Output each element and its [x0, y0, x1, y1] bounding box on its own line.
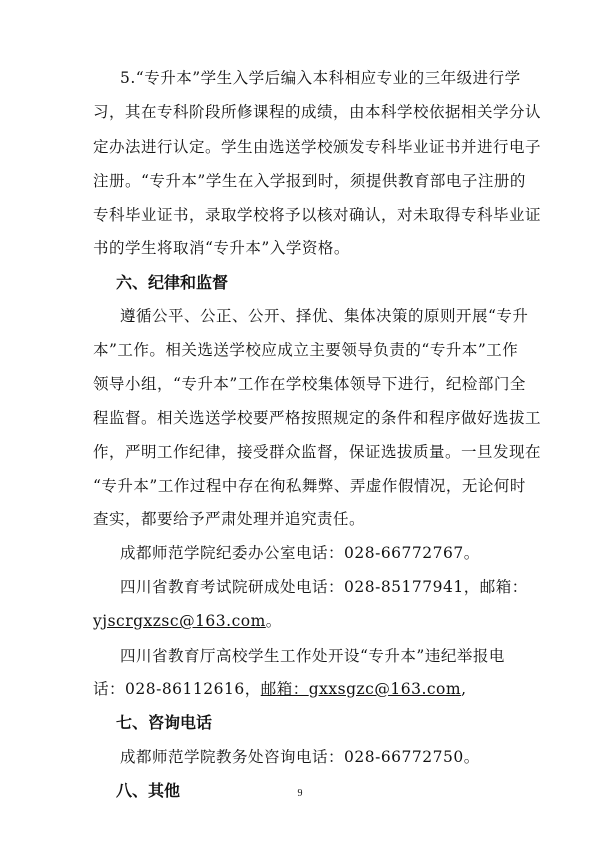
page-number: 9	[297, 788, 303, 799]
paragraph-5-line-5: 专科毕业证书，录取学校将予以核对确认，对未取得专科毕业证	[93, 205, 542, 224]
education-department-email-end: ,	[461, 679, 467, 698]
paragraph-5-line-1: 5.“专升本”学生入学后编入本科相应专业的三年级进行学	[120, 68, 521, 87]
section-6-line-4: 程监督。相关选送学校要严格按照规定的条件和程序做好选拔工	[93, 408, 542, 427]
section-6-line-3: 领导小组，“专升本”工作在学校集体领导下进行，纪检部门全	[93, 375, 526, 394]
section-8-heading: 八、其他	[116, 781, 181, 801]
consult-phone-line: 成都师范学院教务处咨询电话：028-66772750。	[120, 748, 480, 767]
education-department-phone: 话：028-86112616，	[93, 679, 261, 698]
contact-exam-institute-email-line	[93, 611, 513, 631]
paragraph-5-line-3: 定办法进行认定。学生由选送学校颁发专科毕业证书并进行电子	[93, 138, 542, 157]
section-6-line-1: 遵循公平、公正、公开、择优、集体决策的原则开展“专升	[120, 307, 529, 326]
section-6-line-7: 查实，都要给予严肃处理并追究责任。	[93, 510, 366, 529]
section-7-heading: 七、咨询电话	[116, 713, 213, 733]
section-6-heading: 六、纪律和监督	[116, 272, 229, 292]
paragraph-5-line-4: 注册。“专升本”学生在入学报到时，须提供教育部电子注册的	[93, 172, 526, 191]
section-6-line-6: “专升本”工作过程中存在徇私舞弊、弄虚作假情况，无论何时	[93, 476, 526, 495]
exam-institute-email-end: 。	[265, 612, 282, 630]
contact-education-department: 四川省教育厅高校学生工作处开设“专升本”违纪举报电	[120, 646, 505, 665]
education-department-email-link[interactable]: gxxsgzc@163.com	[308, 679, 462, 698]
contact-discipline-office: 成都师范学院纪委办公室电话：028-66772767。	[120, 544, 480, 563]
section-6-line-5: 作，严明工作纪律，接受群众监督，保证选拔质量。一旦发现在	[93, 442, 542, 461]
paragraph-5-line-6: 书的学生将取消“专升本”入学资格。	[93, 238, 350, 257]
education-department-email-label: 邮箱：	[260, 679, 309, 698]
section-6-line-2: 本”工作。相关选送学校应成立主要领导负责的“专升本”工作	[93, 341, 519, 360]
paragraph-5-line-2: 习，其在专科阶段所修课程的成绩，由本科学校依据相关学分认	[93, 103, 542, 122]
contact-education-department-line-2	[93, 679, 513, 699]
exam-institute-email-link[interactable]: yjscrgxzsc@163.com	[93, 612, 266, 630]
contact-exam-institute: 四川省教育考试院研成处电话：028-85177941，邮箱：	[120, 578, 528, 597]
